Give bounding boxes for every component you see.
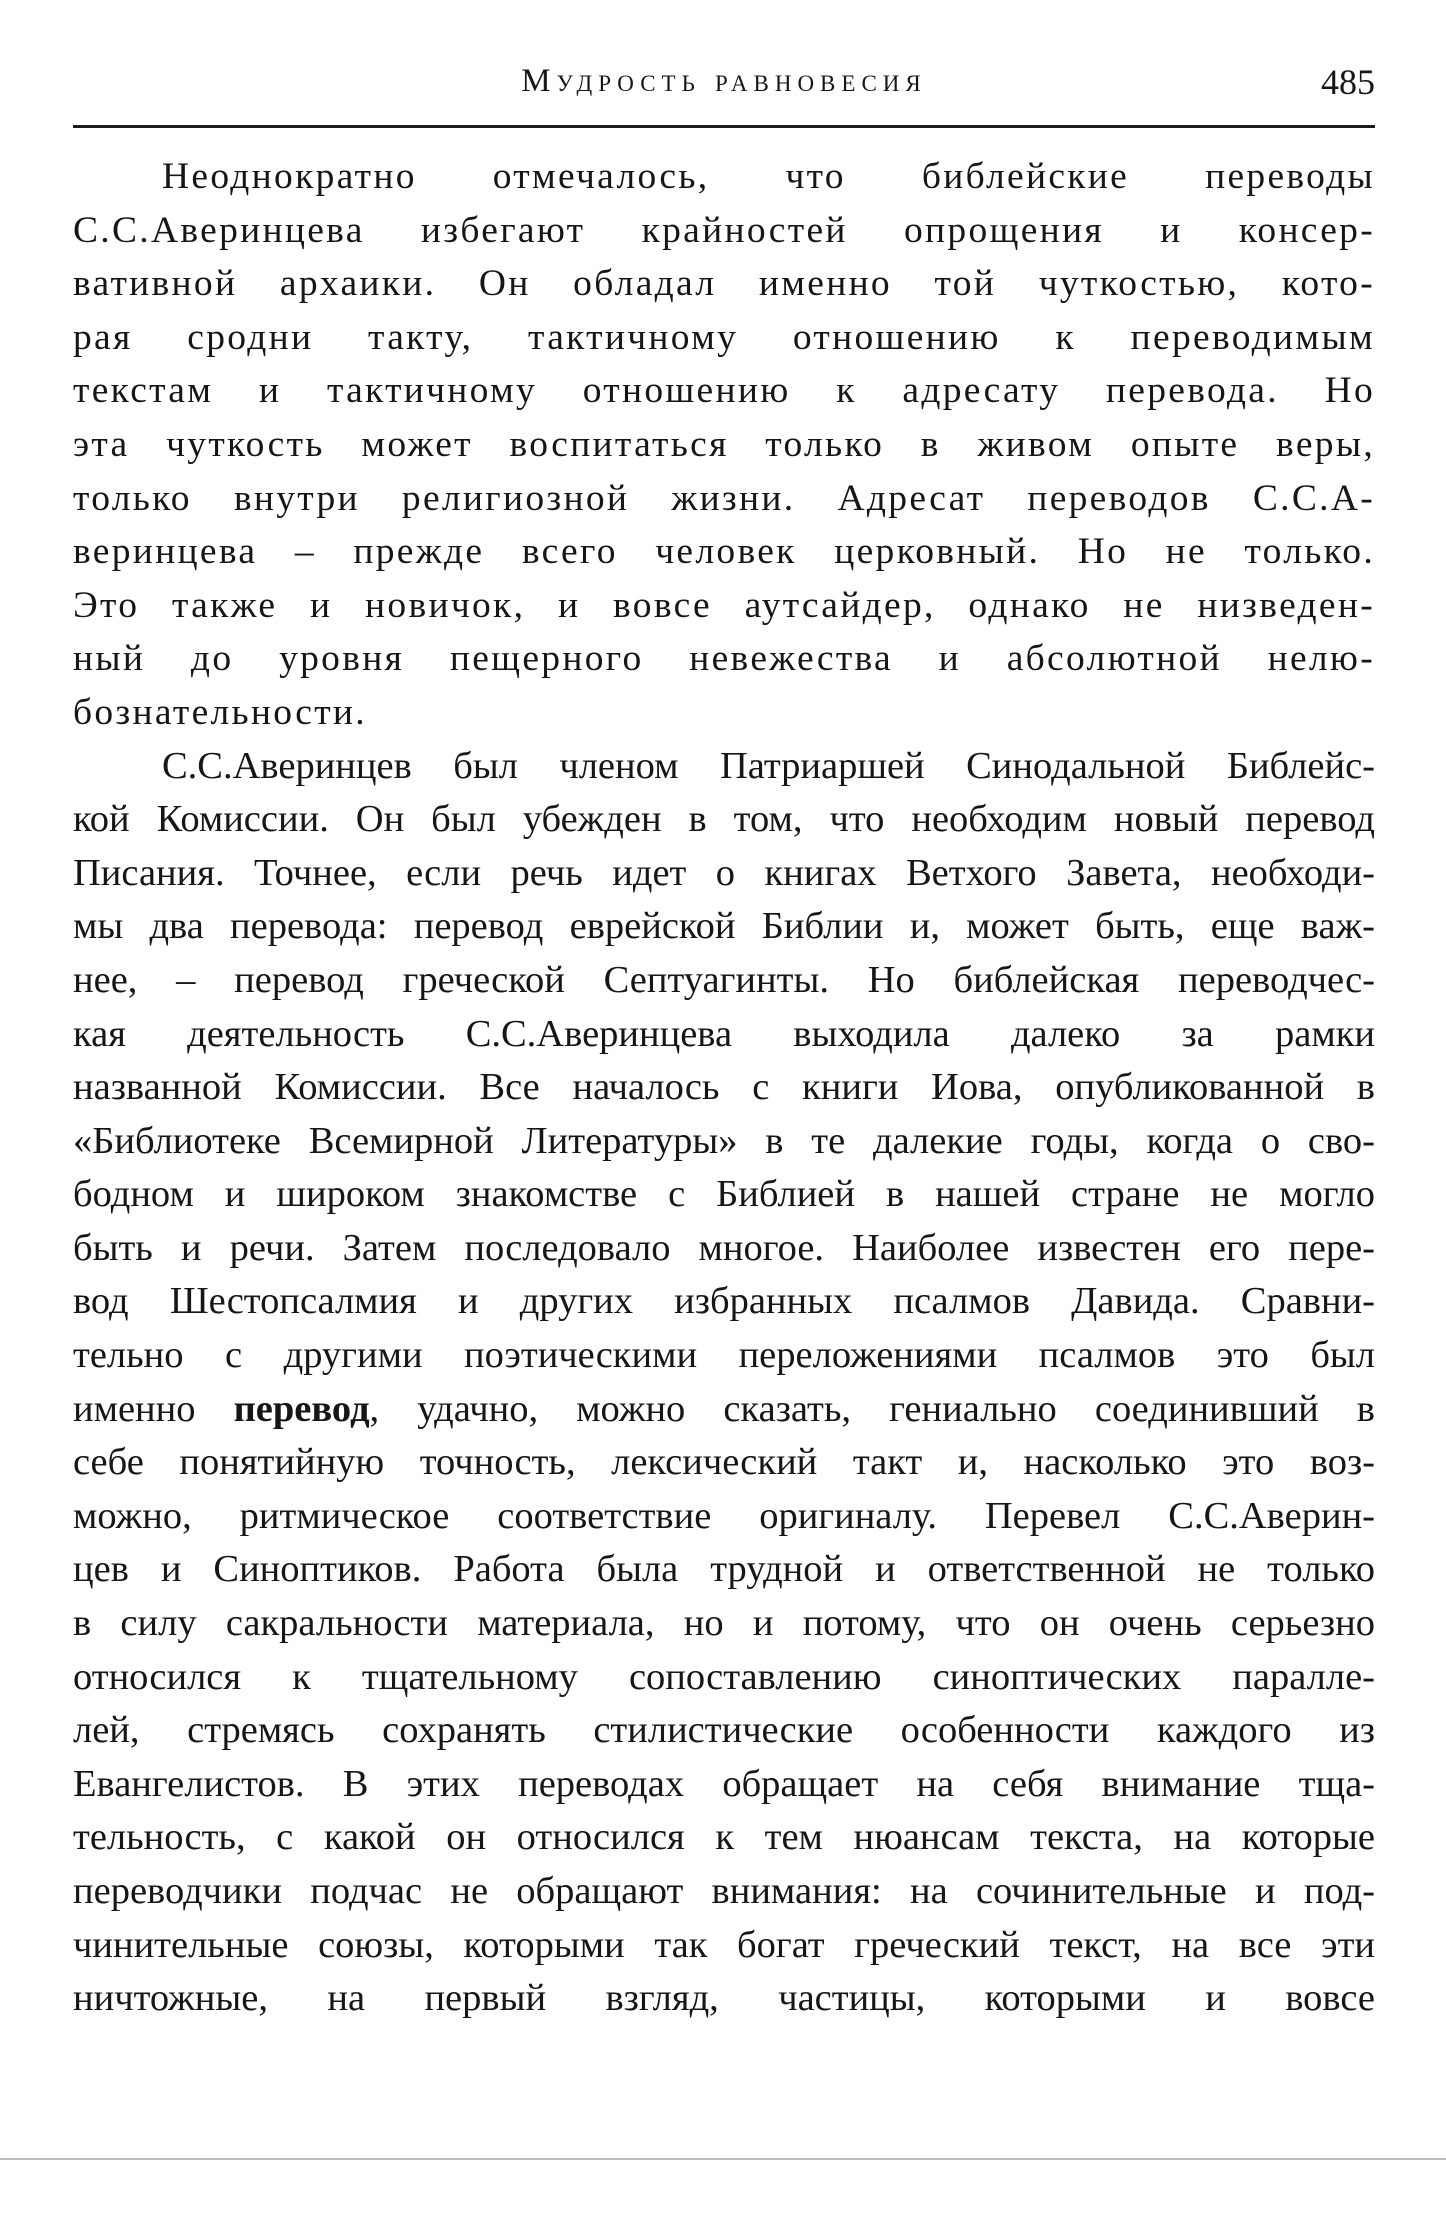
text-line: себе понятийную точность, лексический такт и, насколько это воз- (73, 1441, 1375, 1484)
page-number: 485 (1321, 62, 1375, 102)
paragraph-2 (73, 740, 1375, 2026)
text-line: ный до уровня пещерного невежества и абсолютной нелю- (73, 638, 1375, 680)
text-line: тельность, с какой он относился к тем нюансам текста, на которые (73, 1816, 1375, 1859)
text-line: С.С.Аверинцев был членом Патриаршей Синодальной Библейс- (162, 744, 1375, 787)
text-line: Евангелистов. В этих переводах обращает на себя внимание тща- (73, 1762, 1375, 1805)
text-line: лей, стремясь сохранять стилистические особенности каждого из (73, 1709, 1375, 1752)
text-line-emphasis (73, 1383, 1375, 1437)
paragraph-1 (73, 150, 1375, 740)
text-line: мы два перевода: перевод еврейской Библии и, может быть, еще важ- (73, 905, 1375, 948)
text-line: кая деятельность С.С.Аверинцева выходила далеко за рамки (73, 1012, 1375, 1055)
text-line: чинительные союзы, которыми так богат греческий текст, на все эти (73, 1923, 1375, 1966)
body-text (73, 150, 1375, 2026)
text-line: Это также и новичок, и вовсе аутсайдер, однако не низведен- (73, 584, 1375, 626)
text-line: «Библиотеке Всемирной Литературы» в те далекие годы, когда о сво- (73, 1119, 1375, 1162)
page-bottom-edge (0, 2158, 1446, 2160)
text-line: относился к тщательному сопоставлению синоптических паралле- (73, 1655, 1375, 1698)
text-line: эта чуткость может воспитаться только в живом опыте веры, (73, 423, 1375, 465)
running-title: Мудрость равновесия (521, 63, 927, 99)
line-start: именно (73, 1387, 234, 1430)
book-page (73, 55, 1375, 2026)
text-line: бознательности. (73, 691, 367, 733)
line-end: , удачно, можно сказать, гениально соединивший в (369, 1387, 1375, 1430)
text-line: рая сродни такту, тактичному отношению к переводимым (73, 316, 1375, 358)
emphasized-word: перевод (233, 1387, 370, 1430)
text-line: Писания. Точнее, если речь идет о книгах Ветхого Завета, необходи- (73, 851, 1375, 894)
text-line: ничтожные, на первый взгляд, частицы, которыми и вовсе (73, 1977, 1375, 2020)
text-line: нее, – перевод греческой Септуагинты. Но библейская переводчес- (73, 958, 1375, 1001)
text-line: бодном и широком знакомстве с Библией в нашей стране не могло (73, 1173, 1375, 1216)
text-line: веринцева – прежде всего человек церковный. Но не только. (73, 531, 1375, 573)
text-line: кой Комиссии. Он был убежден в том, что необходим новый перевод (73, 798, 1375, 841)
text-line: переводчики подчас не обращают внимания: на сочинительные и под- (73, 1870, 1375, 1912)
text-line: только внутри религиозной жизни. Адресат переводов С.С.А- (73, 477, 1375, 519)
text-line: быть и речи. Затем последовало многое. Наиболее известен его пере- (73, 1226, 1375, 1269)
text-line: цев и Синоптиков. Работа была трудной и ответственной не только (73, 1548, 1375, 1591)
text-line: названной Комиссии. Все началось с книги Иова, опубликованной в (73, 1066, 1375, 1109)
text-line: тельно с другими поэтическими переложениями псалмов это был (73, 1334, 1375, 1377)
running-header (73, 55, 1375, 128)
text-line: вод Шестопсалмия и других избранных псалмов Давида. Сравни- (73, 1280, 1375, 1323)
text-line: Неоднократно отмечалось, что библейские переводы (162, 156, 1375, 197)
text-line: можно, ритмическое соответствие оригиналу. Перевел С.С.Аверин- (73, 1494, 1375, 1537)
text-line: в силу сакральности материала, но и потому, что он очень серьезно (73, 1602, 1375, 1645)
text-line: С.С.Аверинцева избегают крайностей опрощения и консер- (73, 209, 1375, 251)
text-line: вативной архаики. Он обладал именно той чуткостью, кото- (73, 263, 1375, 305)
text-line: текстам и тактичному отношению к адресату перевода. Но (73, 370, 1375, 412)
